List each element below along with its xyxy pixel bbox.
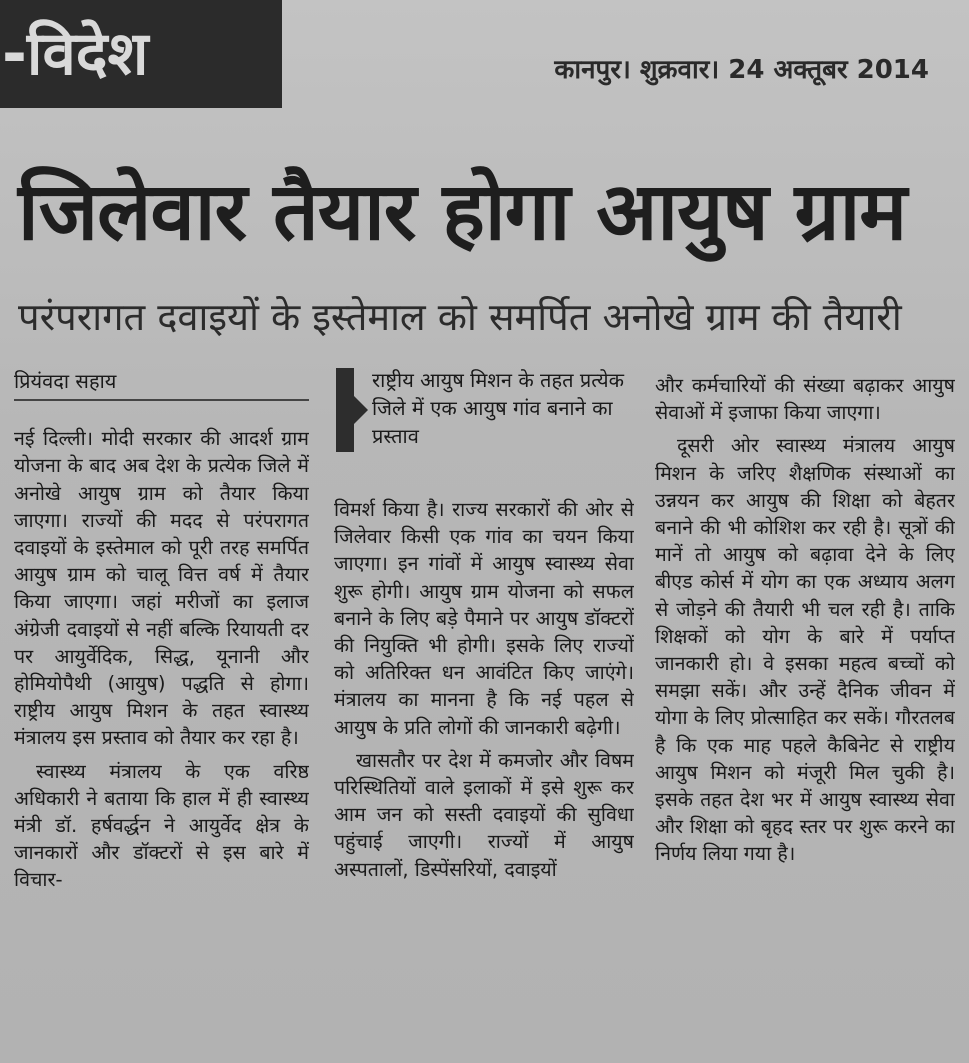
column-1-paragraph-1: नई दिल्ली। मोदी सरकार की आदर्श ग्राम योजना के बाद अब देश के प्रत्येक जिले में अनोखे आयुष ग्राम को तैयार किया जाएगा। राज्यों की मदद से परंपरागत दवाइयों के इस्तेमाल को पूरी तरह समर्पित आयुष ग्राम को चालू वित्त वर्ष में तैयार किया जाएगा। जहां मरीजों का इलाज अंग्रेजी दवाइयों से नहीं बल्कि रियायती दर पर आयुर्वेदिक, सिद्ध, यूनानी और होमियोपैथी (आयुष) पद्धति से होगा। राष्ट्रीय आयुष मिशन के तहत स्वास्थ्य मंत्रालय इस प्रस्ताव को तैयार कर रहा है। — [14, 427, 309, 750]
pullquote-text: राष्ट्रीय आयुष मिशन के तहत प्रत्येक जिले में एक आयुष गांव बनाने का प्रस्ताव — [372, 368, 624, 448]
column-3-paragraph-2: दूसरी ओर स्वास्थ्य मंत्रालय आयुष मिशन के जरिए शैक्षणिक संस्थाओं का उन्नयन कर आयुष की शिक्षा को बेहतर बनाने की भी कोशिश कर रही है। सूत्रों की मानें तो आयुष को बढ़ावा देने के लिए बीएड कोर्स में योग का एक अध्याय अलग से जोड़ने की तैयारी भी चल रही है। ताकि शिक्षकों को योग के बारे में पर्याप्त जानकारी हो। वे इसका महत्व बच्चों को समझा सकें। और उन्हें दैनिक जीवन में योगा के लिए प्रोत्साहित कर सकें। गौरतलब है कि एक माह पहले कैबिनेट से राष्ट्रीय आयुष मिशन को मंजूरी मिल चुकी है। इसके तहत देश भर में आयुष स्वास्थ्य सेवा और शिक्षा को बृहद स्तर पर शुरू करने का निर्णय लिया गया है। — [655, 434, 955, 866]
pullquote-marker-icon — [336, 368, 354, 452]
column-2-paragraph-2: खासतौर पर देश में कमजोर और विषम परिस्थितियों वाले इलाकों में इसे शुरू कर आम जन को सस्ती दवाइयों की सुविधा पहुंचाई जाएगी। राज्यों में आयुष अस्पतालों, डिस्पेंसरियों, दवाइयों — [334, 748, 634, 881]
headline: जिलेवार तैयार होगा आयुष ग्राम — [18, 165, 907, 258]
article-column-2 — [334, 366, 634, 1055]
article-column-1 — [14, 368, 309, 1055]
dateline: कानपुर। शुक्रवार। 24 अक्तूबर 2014 — [554, 55, 929, 85]
column-3-paragraph-1: और कर्मचारियों की संख्या बढ़ाकर आयुष सेवाओं में इजाफा किया जाएगा। — [655, 374, 955, 425]
column-1-paragraph-2: स्वास्थ्य मंत्रालय के एक वरिष्ठ अधिकारी ने बताया कि हाल में ही स्वास्थ्य मंत्री डॉ. हर्षवर्द्धन ने आयुर्वेद क्षेत्र के जानकारों और डॉक्टरों से इस बारे में विचार- — [14, 759, 309, 892]
pullquote — [334, 366, 634, 450]
byline: प्रियंवदा सहाय — [14, 368, 309, 401]
column-2-paragraph-1: विमर्श किया है। राज्य सरकारों की ओर से जिलेवार किसी एक गांव का चयन किया जाएगा। इन गांवों में आयुष स्वास्थ्य सेवा शुरू होगी। आयुष ग्राम योजना को सफल बनाने के लिए बड़े पैमाने पर आयुष डॉक्टरों की नियुक्ति भी होगी। इसके लिए राज्यों को अतिरिक्त धन आवंटित किए जाएंगे। मंत्रालय का मानना है कि नई पहल से आयुष के प्रति लोगों की जानकारी बढ़ेगी। — [334, 498, 634, 739]
subheadline: परंपरागत दवाइयों के इस्तेमाल को समर्पित अनोखे ग्राम की तैयारी — [18, 295, 902, 339]
section-label: -विदेश — [0, 0, 282, 108]
article-column-3 — [655, 372, 955, 1055]
